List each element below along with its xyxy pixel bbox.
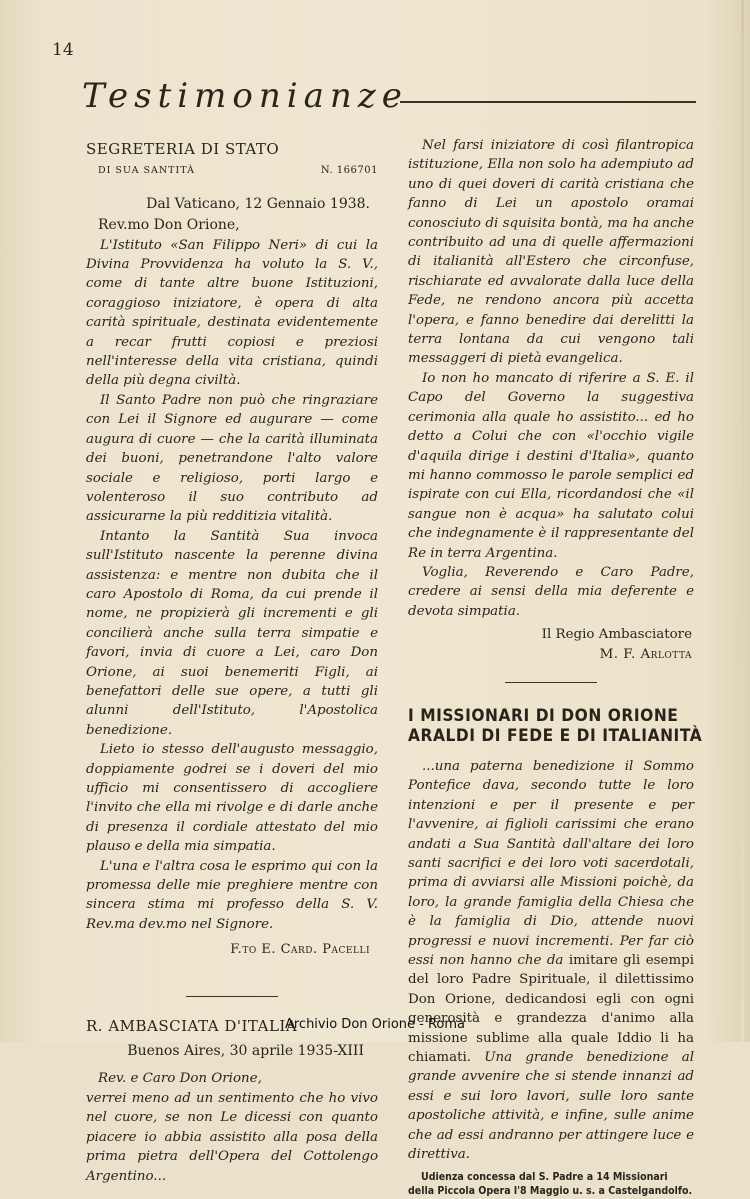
ambasciata-paragraph: Io non ho mancato di riferire a S. E. il Capo del Governo la suggestiva cerimonia alla quale ho assistito... ed ho detto a Colui che con «l'occhio vigile d'aquila dirige i destini d'Italia», quanto mi hanno commosso le parole semplici ed ispirate con cui Ella, ricordandosi che «il sangue non è acqua» ha salutato colui che indegnamente è il rappresentante del Re in terra Argentina. [408, 370, 694, 561]
segreteria-subheading: DI SUA SANTITÀ [98, 165, 195, 177]
ambasciata-salutation: Rev. e Caro Don Orione, [98, 1071, 262, 1087]
missionari-subtitle: ARALDI DI FEDE E DI ITALIANITÀ [408, 724, 703, 745]
page-number: 14 [52, 40, 74, 60]
segreteria-paragraph: Lieto io stesso dell'augusto messaggio, doppiamente godrei se i doveri del mio ufficio mi consentissero di accogliere l'invito che ella mi rivolge e di darle anche di presenza il cordiale attestato del mio plauso e della mia simpatia. [86, 742, 378, 855]
ambassador-name: M. F. Arlotta [599, 646, 692, 662]
audience-credit-line2: della Piccola Opera l'8 Maggio u. s. a Castelgandolfo. [408, 1185, 693, 1197]
missionari-paragraph [408, 757, 694, 1165]
ambasciata-paragraph: verrei meno ad un sentimento che ho vivo nel cuore, se non Le dicessi con quanto piacere io abbia assistito alla posa della prima pietra dell'Opera del Cottolengo Argentino... [86, 1090, 378, 1184]
section-divider [505, 682, 597, 683]
segreteria-dateline: Dal Vaticano, 12 Gennaio 1938. [146, 195, 370, 212]
segreteria-paragraph: L'una e l'altra cosa le esprimo qui con la promessa delle mie preghiere mentre con sincera stima mi professo della S. V. Rev.ma dev.mo nel Signore. [86, 858, 378, 932]
section-divider [186, 996, 278, 997]
ambassador-title: Il Regio Ambasciatore [541, 627, 692, 643]
missionari-roman-text: imitare gli esempi del loro Padre Spirituale, il dilettissimo Don Orione, dedicandosi egli con ogni generosità e grandezza d'animo alla missione sublime alla quale Iddio li ha chiamati. [408, 953, 695, 1066]
ambasciata-paragraph: Voglia, Reverendo e Caro Padre, credere ai sensi della mia deferente e devota simpatia. [408, 564, 694, 619]
segreteria-paragraph: L'Istituto «San Filippo Neri» di cui la Divina Provvidenza ha voluto la S. V., come di tante altre buone Istituzioni, coraggioso iniziatore, è opera di alta carità spirituale, destinata evidentemente a recar frutti copiosi e preziosi nell'interesse della vita cristiana, quindi della più degna civiltà. [86, 237, 378, 389]
ambasciata-dateline: Buenos Aires, 30 aprile 1935-XIII [127, 1043, 364, 1060]
header-rule [400, 101, 696, 103]
protocol-number: N. 166701 [320, 165, 378, 177]
page-edge [741, 0, 744, 1042]
segreteria-salutation: Rev.mo Don Orione, [98, 217, 240, 234]
archive-footer: Archivio Don Orione - Roma [284, 1017, 466, 1032]
section-title: Testimonianze [82, 76, 408, 116]
missionari-title: I MISSIONARI DI DON ORIONE [408, 704, 679, 725]
segreteria-paragraph: Intanto la Santità Sua invoca sull'Istituto nascente la perenne divina assistenza: e mentre non dubita che il caro Apostolo di Roma, da cui prende il nome, ne propizierà gli incrementi e gli concilierà anche sulla terra simpatie e favori, invia di cuore a Lei, caro Don Orione, ai suoi benemeriti Figli, ai benefattori delle sue opere, a tutti gli alunni dell'Istituto, l'Apostolica benedizione. [86, 528, 378, 738]
segreteria-paragraph: Il Santo Padre non può che ringraziare con Lei il Signore ed augurare — come augura di cuore — che la carità illuminata dei buoni, penetrandone l'alto valore sociale e religioso, porti largo e volenteroso il suo contributo ad assicurarne la più redditizia vitalità. [86, 392, 378, 525]
ambasciata-heading: R. AMBASCIATA D'ITALIA [86, 1016, 298, 1035]
section-header [82, 74, 692, 124]
segreteria-subrow [86, 161, 378, 180]
ambasciata-paragraph: Nel farsi iniziatore di così filantropica istituzione, Ella non solo ha adempiuto ad uno di quei doveri di carità cristiana che fanno di Lei un apostolo oramai conosciuto di squisita bontà, ma ha anche contribuito ad una di quelle affermazioni di italianità all'Estero che circonfuse, rischiarate ed avvalorate dalla luce della Fede, ne rendono ancora più accetta l'opera, e fanno benedire dai derelitti la terra lontana da cui vengono tali messaggeri di pietà evangelica. [408, 138, 694, 367]
missionari-italic-text: ...una paterna benedizione il Sommo Pontefice dava, secondo tutte le loro intenzioni e per il presente e per l'avvenire, ai figlioli carissimi che erano andati a Sua Santità dall'altare dei loro santi sacrifici e dei loro voti sacerdotali, prima di avviarsi alle Missioni poichè, da loro, la grande famiglia della Chiesa che è la famiglia di Dio, attende nuovi progressi e nuovi incrementi. Per far ciò essi non hanno che da [408, 758, 694, 969]
segreteria-heading: SEGRETERIA DI STATO [86, 140, 280, 158]
right-column [408, 136, 703, 1199]
pacelli-signature: F.to E. Card. Pacelli [230, 942, 370, 958]
audience-credit-line1: Udienza concessa dal S. Padre a 14 Missionari [421, 1171, 668, 1183]
missionari-italic-end: Una grande benedizione al grande avvenire che si stende innanzi ad essi e sui loro lavori, sulle loro sante apostoliche attività, e infine, sulle anime che ad essi andranno per attingere luce e direttiva. [408, 1050, 694, 1163]
